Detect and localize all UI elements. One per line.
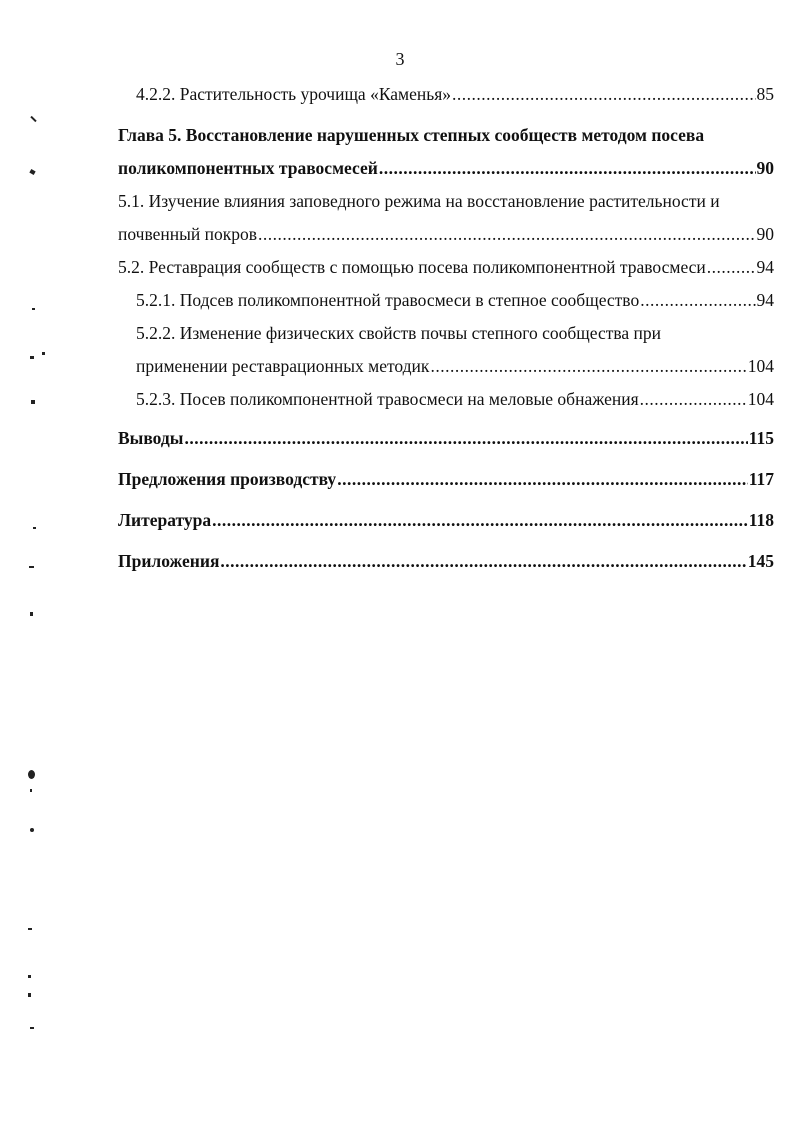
scan-speck — [30, 1027, 34, 1029]
scan-speck — [30, 612, 33, 616]
toc-entry-page: 104 — [747, 389, 774, 409]
table-of-contents — [118, 78, 774, 578]
leader-dots — [379, 152, 756, 185]
toc-entry-title: Выводы — [118, 428, 184, 448]
page-number: 3 — [395, 49, 405, 69]
scan-speck — [31, 400, 35, 404]
toc-entry-title-line-2: почвенный покров — [118, 224, 258, 244]
toc-entry-page: 94 — [756, 290, 774, 310]
scan-speck — [32, 308, 35, 310]
toc-entry-conclusions — [118, 422, 774, 455]
scan-speck — [29, 169, 35, 175]
scan-speck — [28, 770, 35, 779]
scan-speck — [30, 116, 36, 122]
toc-entry-title-line-1: 5.1. Изучение влияния заповедного режима на восстановление растительности и — [118, 191, 720, 211]
toc-entry-title-line-2: применении реставрационных методик — [136, 356, 430, 376]
toc-entry-chapter-5 — [118, 119, 774, 185]
toc-entry-page: 90 — [756, 158, 774, 178]
toc-entry-page: 145 — [747, 551, 774, 571]
toc-entry-page: 104 — [747, 356, 774, 376]
toc-entry-5-2-3 — [118, 383, 774, 416]
leader-dots — [220, 545, 746, 578]
toc-entry-title-line-1: Глава 5. Восстановление нарушенных степных сообществ методом посева — [118, 125, 705, 145]
toc-entry-page: 85 — [756, 84, 774, 104]
leader-dots — [184, 422, 747, 455]
toc-entry-appendices — [118, 545, 774, 578]
leader-dots — [337, 463, 748, 496]
scan-speck — [30, 356, 34, 359]
leader-dots — [640, 383, 747, 416]
toc-entry-title: 5.2.1. Подсев поликомпонентной травосмеси в степное сообщество — [136, 290, 640, 310]
leader-dots — [212, 504, 748, 537]
toc-entry-page: 115 — [748, 428, 774, 448]
scan-speck — [29, 566, 34, 568]
toc-entry-5-1 — [118, 185, 774, 251]
toc-entry-4-2-2 — [118, 78, 774, 111]
toc-entry-title: Предложения производству — [118, 469, 337, 489]
leader-dots — [452, 78, 755, 111]
toc-entry-5-2-1 — [118, 284, 774, 317]
leader-dots — [707, 251, 756, 284]
toc-entry-page: 94 — [756, 257, 774, 277]
leader-dots — [430, 350, 746, 383]
toc-entry-title: Приложения — [118, 551, 220, 571]
toc-entry-title: Литература — [118, 510, 212, 530]
leader-dots — [258, 218, 755, 251]
scan-speck — [28, 928, 32, 930]
scan-speck — [42, 352, 45, 355]
scan-speck — [33, 527, 36, 529]
leader-dots — [640, 284, 755, 317]
scan-speck — [30, 828, 34, 832]
toc-entry-5-2 — [118, 251, 774, 284]
scan-speck — [30, 789, 32, 792]
toc-entry-literature — [118, 504, 774, 537]
toc-entry-title: 5.2.3. Посев поликомпонентной травосмеси на меловые обнажения — [136, 389, 639, 409]
scan-speck — [28, 993, 31, 997]
toc-entry-page: 90 — [756, 224, 774, 244]
toc-entry-title: 4.2.2. Растительность урочища «Каменья» — [136, 84, 452, 104]
scan-speck — [28, 975, 31, 978]
toc-entry-title-line-2: поликомпонентных травосмесей — [118, 158, 378, 178]
toc-entry-title-line-1: 5.2.2. Изменение физических свойств почвы степного сообщества при — [136, 323, 662, 343]
toc-entry-page: 118 — [748, 510, 774, 530]
toc-entry-5-2-2 — [118, 317, 774, 383]
toc-entry-title: 5.2. Реставрация сообществ с помощью посева поликомпонентной травосмеси — [118, 257, 706, 277]
toc-entry-page: 117 — [748, 469, 774, 489]
toc-entry-proposals — [118, 463, 774, 496]
